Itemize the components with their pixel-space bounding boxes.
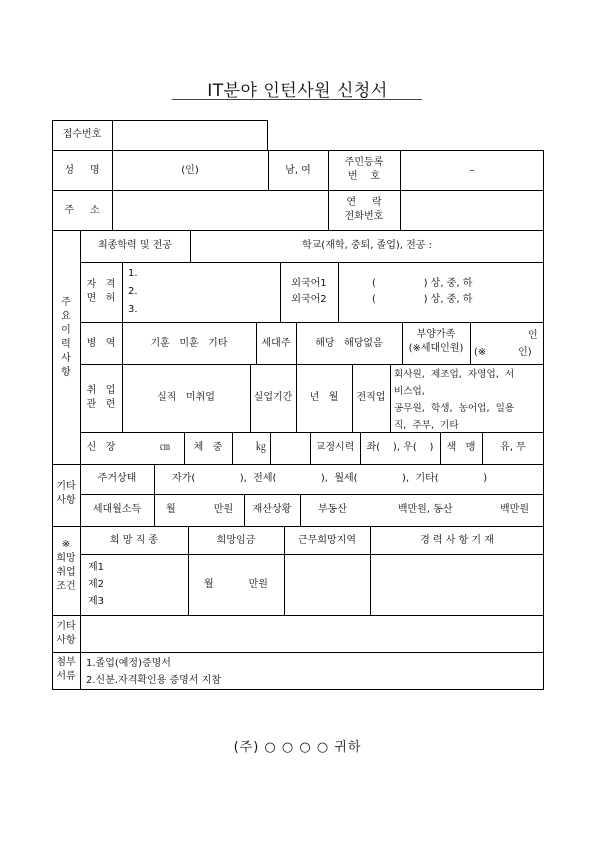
language1-level[interactable]: ( ) 상, 중, 하 — [372, 278, 473, 289]
license-item-3[interactable]: 3. — [128, 304, 138, 315]
hope-job-item-3[interactable]: 제3 — [88, 596, 105, 607]
hope-job-item-2[interactable]: 제2 — [88, 579, 105, 590]
title-underline — [172, 99, 422, 100]
military-options[interactable]: 기훈 미훈 기타 — [150, 338, 228, 349]
hope-job-item-1[interactable]: 제1 — [88, 562, 105, 573]
employment-label: 취 업 관 련 — [86, 385, 116, 410]
previous-job-options[interactable]: 회사원, 제조업, 자영업, 서 비스업, 공무원, 학생, 농어업, 일용 직, 주부, 기타 — [394, 369, 515, 431]
weight-label: 체 중 — [193, 442, 223, 453]
addressee: (주) ○ ○ ○ ○ 귀하 — [233, 740, 362, 755]
gender-options[interactable]: 남, 여 — [285, 165, 311, 176]
unemployed-period-value[interactable]: 년 월 — [309, 392, 339, 403]
language2-label: 외국어2 — [291, 294, 327, 305]
hope-wage-label: 희망임금 — [216, 535, 256, 546]
receipt-no-label: 접수번호 — [62, 129, 102, 140]
hope-conditions-label: ※ 희망 취업 조건 — [56, 539, 76, 592]
rrn-dash: – — [469, 165, 475, 176]
education-label: 최종학력 및 전공 — [98, 240, 172, 251]
rrn-label: 주민등록 번 호 — [344, 157, 384, 182]
weight-unit: ㎏ — [256, 442, 266, 453]
attachments-label: 첨부 서류 — [56, 657, 76, 682]
career-section-label: 주 요 이 력 사 항 — [61, 297, 71, 378]
residence-label: 주거상태 — [97, 473, 137, 484]
dependents-household[interactable]: (※ 인) — [474, 347, 532, 358]
language2-level[interactable]: ( ) 상, 중, 하 — [372, 294, 473, 305]
color-blind-label: 색 맹 — [446, 442, 476, 453]
household-head-label: 세대주 — [261, 338, 291, 349]
attachment-item-2: 2.신분.자격확인용 증명서 지참 — [86, 675, 221, 686]
assets-label: 재산상황 — [252, 504, 292, 515]
height-unit: ㎝ — [160, 442, 170, 453]
contact-label: 연 락 전화번호 — [344, 197, 384, 222]
household-head-options[interactable]: 해당 해당없음 — [315, 338, 383, 349]
career-history-label: 경 력 사 항 기 재 — [420, 535, 494, 546]
education-value[interactable]: 학교(재학, 중퇴, 졸업), 전공 : — [301, 240, 433, 251]
name-label: 성 명 — [64, 165, 100, 176]
dependents-label: 부양가족 (※세대인원) — [408, 329, 464, 354]
previous-job-label: 전직업 — [356, 392, 386, 403]
vision-label: 교정시력 — [315, 442, 355, 453]
address-label: 주 소 — [64, 205, 100, 216]
unemployed-period-label: 실업기간 — [253, 392, 293, 403]
license-item-2[interactable]: 2. — [128, 286, 138, 297]
license-item-1[interactable]: 1. — [128, 268, 138, 279]
dependents-count[interactable]: 인 — [528, 330, 538, 341]
hope-area-label: 근무희망지역 — [298, 535, 356, 546]
color-blind-value[interactable]: 유, 무 — [500, 442, 526, 453]
form-title: IT분야 인턴사원 신청서 — [207, 81, 388, 101]
seal-mark: (인) — [181, 165, 199, 176]
hope-job-label: 희 망 직 종 — [109, 535, 159, 546]
hope-wage-value[interactable]: 월 만원 — [204, 579, 268, 590]
language1-label: 외국어1 — [291, 278, 327, 289]
vision-value[interactable]: 좌( ), 우( ) — [366, 442, 434, 453]
assets-movable-unit: 백만원 — [500, 504, 529, 515]
other2-label: 기타 사항 — [56, 621, 76, 646]
employment-status[interactable]: 실직 미취업 — [157, 392, 215, 403]
military-label: 병 역 — [86, 338, 116, 349]
assets-value[interactable]: 부동산 백만원, 동산 — [318, 504, 453, 515]
attachment-item-1: 1.졸업(예정)증명서 — [86, 658, 171, 669]
height-label: 신 장 — [86, 442, 116, 453]
license-label: 자 격 면 허 — [86, 279, 116, 304]
other-label: 기타 사항 — [56, 481, 76, 506]
household-income-label: 세대월소득 — [92, 504, 142, 515]
residence-options[interactable]: 자가( ), 전세( ), 월세( ), 기타( ) — [172, 473, 488, 484]
household-income-value[interactable]: 월 만원 — [166, 504, 234, 515]
